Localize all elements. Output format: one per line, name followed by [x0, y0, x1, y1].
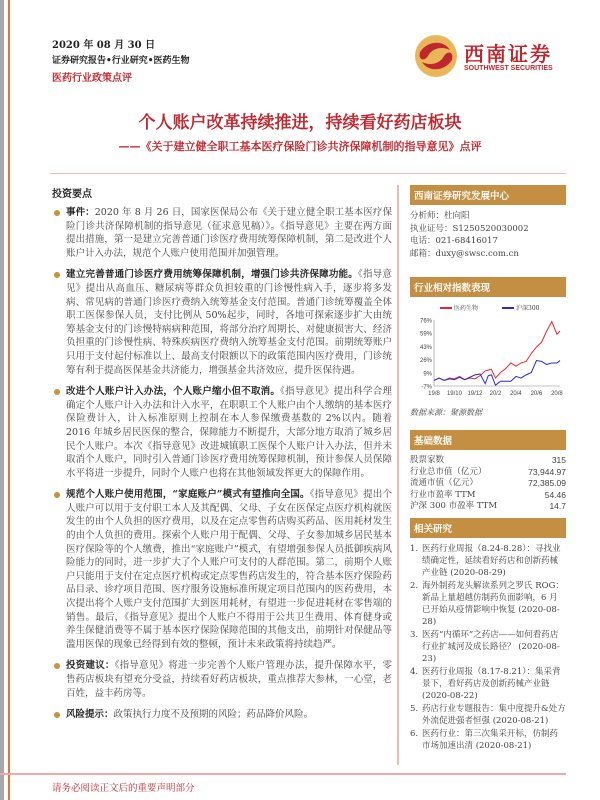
basic-data-heading: 基础数据: [410, 430, 566, 450]
bullet-lead: 风险提示：: [66, 709, 114, 721]
row-value: 14.7: [549, 501, 566, 511]
analyst-phone: 电话：021-68416017: [410, 236, 498, 246]
report-category: 证券研究报告•行业研究•医药生物: [52, 56, 190, 66]
row-value: 72,385.09: [528, 478, 566, 488]
bullet-dot-icon: [54, 492, 60, 498]
y-tick-label: 43%: [419, 344, 432, 351]
bullet-lead: 事件：: [66, 207, 95, 218]
header-divider: [50, 173, 566, 174]
bullet-item: [52, 268, 392, 377]
logo: [412, 32, 562, 82]
related-report-link[interactable]: [410, 543, 566, 579]
item-text: 医药行业周报（8.24-8.28）：寻找业绩确定性，延续看好药店和创新药械产业链 (2020-08-29): [422, 544, 561, 578]
bullet-item: [52, 206, 392, 260]
related-report-link[interactable]: [410, 703, 566, 727]
bullet-text: 《指导意见》提出个人账户可以用于支付职工本人及其配偶、父母、子女在医保定点医疗机构就医发生的由个人负担的医疗费用，以及在定点零售药店购买药品、医用耗材发生的由个人负担的费用。探索个人账户用于配偶、父母、子女参加城乡居民基本医疗保险等的个人缴费，推出“家庭账户”模式，有望增强参保人员抵御疾病风险能力的同时，进一步扩大了个人账户可支付的人群范围。第二，前期个人账户只能用于支付在定点医疗机构或定点零售药店发生的，符合基本医疗保险药品目录、诊疗项目范围、医疗服务设施标准所规定项目范围内的医药费用，本次提出将个人账户支付范围扩大到医用耗材，有望进一步促进耗材在零售端的销售。最后，《指导意见》提出个人账户不得用于公共卫生费用、体育健身或养生保健消费等不属于基本医疗保险保障范围的其他支出，前期针对保健品等滥用医保的现象已经得到有效的整顿，预计未来政策将持续趋严。: [66, 489, 392, 650]
x-tick-label: 19/12: [467, 391, 483, 397]
section-heading: 投资要点: [52, 189, 92, 200]
bullet-item: [52, 385, 392, 480]
row-label: 流通市值（亿元）: [410, 478, 479, 488]
table-row: [410, 478, 566, 490]
related-research-block: [410, 518, 566, 753]
legend-label: 沪深300: [516, 305, 540, 312]
y-tick-label: 76%: [419, 318, 432, 325]
table-row: [410, 455, 566, 467]
analyst-license: 执业证号：S1250520030002: [410, 223, 529, 234]
bullet-dot-icon: [54, 210, 60, 216]
table-row: [410, 467, 566, 479]
report-type: 医药行业政策点评: [52, 73, 132, 84]
research-center-block: [410, 185, 566, 260]
page-subtitle: ——《关于建立健全职工基本医疗保险门诊共济保障机制的指导意见》点评: [118, 140, 482, 153]
table-row: [410, 501, 566, 513]
page-title: 个人账户改革持续推进，持续看好药店板块: [138, 113, 462, 133]
row-value: 54.46: [544, 489, 566, 500]
bullet-dot-icon: [54, 272, 60, 278]
logo-emblem-icon: [414, 34, 458, 78]
performance-block: [410, 277, 566, 418]
related-report-link[interactable]: [410, 580, 566, 628]
series-line-1: [434, 361, 560, 386]
column-divider: [397, 185, 399, 765]
item-number: 1.: [410, 544, 419, 554]
logo-text-en: SOUTHWEST SECURITIES: [464, 65, 553, 72]
x-tick-label: 20/2: [489, 391, 502, 397]
analyst-name: 分析师：杜向阳: [410, 211, 470, 221]
item-number: 3.: [410, 630, 419, 640]
item-number: 4.: [410, 667, 419, 677]
item-text: 医药行业：第三次集采开标，仿制药市场加速出清 (2020-08-21): [422, 729, 559, 751]
analyst-info: [410, 210, 566, 260]
bullet-text: 《指导意见》将进一步完善个人账户管理办法，提升保障水平，零售药店板块有望充分受益，持续看好药店板块，重点推荐大参林，一心堂，老百姓，益丰药房等。: [66, 660, 392, 699]
table-row: [410, 490, 566, 502]
row-label: 行业市盈率 TTM: [410, 489, 476, 500]
x-tick-label: 19/10: [446, 391, 462, 397]
related-report-link[interactable]: [410, 666, 566, 702]
sidebar: [410, 185, 566, 765]
item-text: 医药“内循环”之药店——如何看药店行业扩城河及成长路径？ (2020-08-23): [422, 630, 560, 664]
basic-data-table: [410, 455, 566, 513]
row-value: 315: [551, 455, 566, 465]
item-number: 5.: [410, 704, 419, 714]
item-number: 2.: [410, 581, 419, 591]
performance-heading: 行业相对指数表现: [410, 277, 566, 297]
series-line-0: [434, 322, 560, 381]
footer-disclaimer: 请务必阅读正文后的重要声明部分: [52, 783, 195, 794]
item-text: 医药行业周报（8.17-8.21）：集采背景下，看好药店及创新药械产业链 (2020-08-22): [422, 667, 561, 701]
related-report-link[interactable]: [410, 728, 566, 752]
bullet-text: 2020 年 8 月 26 日，国家医保局公布《关于建立健全职工基本医疗保险门诊共济保障机制的指导意见（征求意见稿）》。《指导意见》主要在两方面提出措施，第一是建立完善普通门诊医疗费用统筹保障机制，第二是改进个人账户计入办法，规范个人账户使用范围并加强管理。: [66, 207, 392, 259]
bullet-item: [52, 488, 392, 651]
bullet-text: 《指导意见》提出从高血压、糖尿病等群众负担较重的门诊慢性病入手，逐步将多发病、常见病的普通门诊医疗费纳入统筹基金支付范围。普通门诊统筹覆盖全体职工医保参保人员，支付比例从 50%起步，同时，各地可探索逐步扩大由统筹基金支付的门诊慢特病病种范围，将部分治疗周期长、对健康损害大、经济负担重的门诊慢性病、特殊疾病医疗费纳入统筹基金支付范围。前期统筹账户只用于支付起付标准以上、最高支付限额以下的政策范围内医疗费用，门诊统筹有利于提高医保基金共济能力，增强基金共济效应，提升医保待遇。: [66, 269, 392, 376]
row-value: 73,944.97: [528, 466, 566, 477]
row-label: 股票家数: [410, 455, 445, 465]
x-tick-label: 20/6: [530, 391, 543, 397]
y-tick-label: 59%: [419, 331, 432, 338]
bullet-lead: 投资建议：: [66, 660, 115, 672]
x-tick-label: 19/8: [428, 391, 440, 397]
y-tick-label: 26%: [419, 358, 432, 365]
research-center-heading: 西南证券研究发展中心: [410, 185, 566, 205]
item-text: 海外制药龙头解读系列之罗氏 ROG：新品上量超越仿制药负面影响，6 月已开始从疫情影响中恢复 (2020-08-28): [422, 581, 564, 627]
bullet-lead: 建立完善普通门诊医疗费用统筹保障机制，增强门诊共济保障功能。: [66, 269, 359, 281]
y-tick-label: 9%: [423, 371, 432, 378]
row-label: 行业总市值（亿元）: [410, 466, 487, 477]
x-tick-label: 20/8: [551, 391, 563, 397]
item-text: 药店行业专题报告：集中度提升&处方外流促进强者恒强 (2020-08-21): [422, 704, 566, 726]
bullet-item: [52, 659, 392, 700]
basic-data-block: [410, 430, 566, 513]
bullet-lead: 改进个人账户计入办法，个人账户缩小但不取消。: [66, 386, 281, 398]
y-tick-label: -7%: [421, 384, 432, 391]
performance-chart: [410, 302, 566, 402]
bullet-lead: 规范个人账户使用范围，“家庭账户”模式有望推向全国。: [66, 489, 310, 501]
chart-source: 数据来源：聚源数据: [410, 408, 482, 417]
bullet-dot-icon: [54, 712, 60, 718]
analyst-email[interactable]: 邮箱：duxy@swsc.com.cn: [410, 248, 519, 259]
row-label: 沪深 300 市盈率 TTM: [410, 501, 498, 511]
related-research-heading: 相关研究: [410, 518, 566, 538]
bullet-dot-icon: [54, 389, 60, 395]
bullet-text: 政策执行力度不及预期的风险；药品降价风险。: [113, 709, 314, 721]
bullet-dot-icon: [54, 663, 60, 669]
report-date: 2020 年 08 月 30 日: [52, 40, 156, 51]
logo-text-cn: 西南证券: [464, 42, 552, 66]
investment-highlights: [52, 185, 392, 730]
bullet-text: 《指导意见》提出科学合理确定个人账户计入办法和计入水平，在职职工个人账户由个人缴纳的基本医疗保险费计入，计入标准原则上控制在本人参保缴费基数的 2%以内。随着 2016 年城乡居民医保的整合，保障能力不断提升，大部分地方取消了城乡居民个人账户。本次《指导意见》改进城镇职工医保个人账户计入办法，但并未取消个人账户，同时引入普通门诊医疗费用统筹保障机制，预计参保人员保障水平将进一步提升，同时个人账户也将在其他领域发挥更大的保障作用。: [66, 386, 392, 479]
x-tick-label: 20/4: [510, 391, 522, 397]
bullet-item: [52, 708, 392, 722]
related-report-link[interactable]: [410, 629, 566, 665]
item-number: 6.: [410, 729, 419, 739]
footer-divider: [0, 773, 566, 775]
legend-label: 医药生物: [454, 305, 479, 312]
